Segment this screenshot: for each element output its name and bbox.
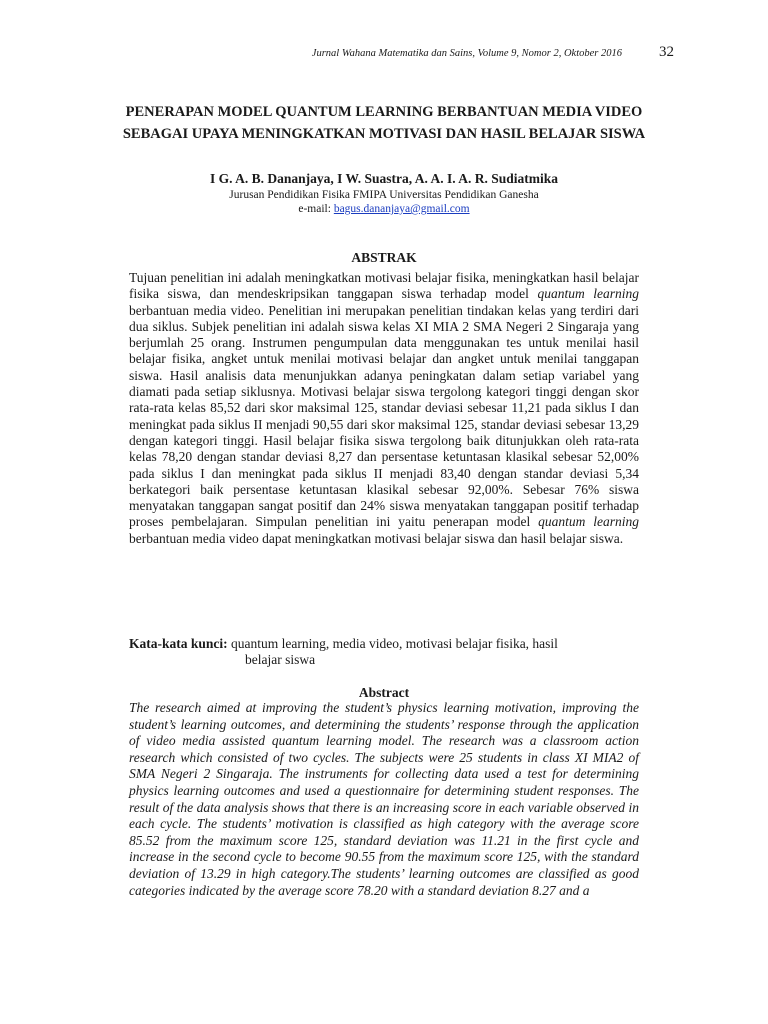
- abstrak-text-3: berbantuan media video dapat meningkatkan motivasi belajar siswa dan hasil belajar siswa.: [129, 530, 624, 546]
- abstract-body: The research aimed at improving the student’s physics learning motivation, improving the student’s learning outcomes, and determining the students’ response through the application of video media assisted quantum learning model. The research was a classroom action research which consisted of two cycles. The subjects were 25 students in class XI MIA2 of SMA Negeri 2 Singaraja. The instruments for collecting data used a test for determining physics learning outcomes and used a questionnaire for determining student responses. The result of the data analysis shows that there is an increasing score in each variable observed in each cycle. The students’ motivation is classified as high category with the average score 85.52 from the maximum score 125, standard deviation was 11.21 in the first cycle and increase in the second cycle to become 90.55 from the maximum score 125, with the standard deviation of 13.29 in high category.The students’ learning outcomes are classified as good categories indicated by the average score 78.20 with a standard deviation 8.27 and a: [129, 700, 639, 898]
- abstrak-emphasis-2: quantum learning: [538, 514, 639, 530]
- email-label: e-mail:: [298, 203, 334, 215]
- page-header: [0, 44, 768, 64]
- affiliation: Jurusan Pendidikan Fisika FMIPA Universitas Pendidikan Ganesha: [229, 189, 539, 201]
- abstrak-text-2: berbantuan media video. Penelitian ini merupakan penelitian tindakan kelas yang terdiri dari dua siklus. Subjek penelitian ini adalah siswa kelas XI MIA 2 SMA Negeri 2 Singaraja yang berjumlah 25 orang. Instrumen pengumpulan data menggunakan tes untuk menilai hasil belajar fisika, angket untuk menilai motivasi belajar dan angket untuk menilai tanggapan siswa. Hasil analisis data menunjukkan adanya peningkatan dalam setiap variabel yang diamati pada setiap siklusnya. Motivasi belajar siswa tergolong kategori tinggi dengan skor rata-rata kelas 85,52 dari skor maksimal 125, standar deviasi sebesar 11,21 pada siklus I dan meningkat pada siklus II menjadi 90,55 dari skor maksimal 125, standar deviasi sebesar 13,29 dengan kategori tinggi. Hasil belajar fisika siswa tergolong baik ditunjukkan oleh rata-rata kelas 78,20 dengan standar deviasi 8,27 dan persentase ketuntasan klasikal sebesar 52,00% pada siklus I dan meningkat pada siklus II menjadi 83,40 dengan standar deviasi 5,34 berkategori baik persentase ketuntasan klasikal sebesar 92,00%. Sebesar 76% siswa menyatakan tanggapan sangat positif dan 24% siswa menyatakan tanggapan positif terhadap proses pembelajaran. Simpulan penelitian ini yaitu penerapan model: [129, 302, 639, 530]
- abstrak-emphasis-1: quantum learning: [537, 286, 640, 302]
- keywords-line-1: quantum learning, media video, motivasi belajar fisika, hasil: [227, 636, 558, 651]
- email-line: [60, 202, 708, 216]
- keywords-label: Kata-kata kunci:: [129, 636, 228, 651]
- abstrak-body: [129, 270, 639, 547]
- affiliation-block: [60, 188, 708, 216]
- title-line-1: PENERAPAN MODEL QUANTUM LEARNING BERBANTUAN MEDIA VIDEO: [125, 104, 643, 120]
- abstract-heading: Abstract: [358, 685, 410, 700]
- paper-title: [60, 101, 708, 145]
- keywords-line-2: belajar siswa: [245, 652, 316, 668]
- abstrak-heading: ABSTRAK: [351, 250, 417, 265]
- email-link[interactable]: bagus.dananjaya@gmail.com: [333, 203, 470, 215]
- page-number: 32: [659, 44, 674, 60]
- author-list: I G. A. B. Dananjaya, I W. Suastra, A. A. I. A. R. Sudiatmika: [209, 171, 559, 186]
- title-line-2: SEBAGAI UPAYA MENINGKATKAN MOTIVASI DAN HASIL BELAJAR SISWA: [122, 126, 646, 142]
- journal-citation: Jurnal Wahana Matematika dan Sains, Volume 9, Nomor 2, Oktober 2016: [311, 48, 622, 59]
- keywords-block: [129, 636, 639, 669]
- abstrak-text-1: Tujuan penelitian ini adalah meningkatkan motivasi belajar fisika, meningkatkan hasil belajar fisika siswa, dan mendeskripsikan tanggapan siswa terhadap model: [129, 270, 639, 302]
